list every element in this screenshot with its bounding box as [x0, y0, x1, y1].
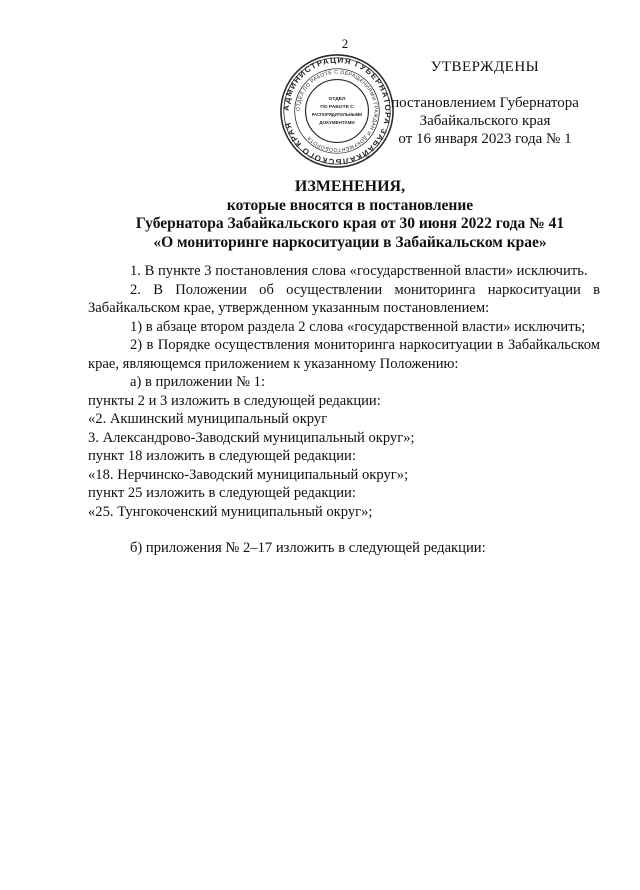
approval-line-2: Забайкальского края [419, 113, 551, 129]
page-number: 2 [341, 36, 349, 51]
document-title [60, 178, 640, 252]
paragraph-13: б) приложения № 2–17 изложить в следующей редакции: [130, 540, 486, 556]
paragraph-6: пункты 2 и 3 изложить в следующей редакции: [88, 392, 381, 409]
paragraph-5: а) в приложении № 1: [130, 374, 266, 390]
stamp-center-line-4: ДОКУМЕНТАМИ [319, 119, 355, 125]
stamp-outer-ring-text: АДМИНИСТРАЦИЯ ГУБЕРНАТОРА ЗАБАЙКАЛЬСКОГО КРАЯ [281, 55, 393, 167]
title-line-3: Губернатора Забайкальского края от 30 июня 2022 года № 41 [135, 215, 565, 232]
title-line-2: которые вносятся в постановление [226, 196, 474, 214]
official-seal-stamp [278, 52, 396, 170]
paragraph-3: 1) в абзаце втором раздела 2 слова «государственной власти» исключить; [130, 318, 586, 335]
approval-line-1: постановлением Губернатора [391, 95, 579, 111]
paragraph-10: «18. Нерчинско-Заводский муниципальный округ»; [88, 466, 409, 483]
paragraph-1: 1. В пункте 3 постановления слова «государственной власти» исключить. [130, 263, 588, 279]
paragraph-2: 2. В Положении об осуществлении мониторинга наркоситуации в Забайкальском крае, утвержденном указанным постановлением: [88, 281, 600, 316]
title-line-4: «О мониторинге наркоситуации в Забайкальском крае» [153, 233, 547, 251]
stamp-inner-ring-text: ОТДЕЛ ПО РАБОТЕ С ОБРАЩЕНИЯМИ ГРАЖДАН И ДОКУМЕНТООБОРОТА [295, 69, 379, 153]
title-line-1: ИЗМЕНЕНИЯ, [294, 178, 406, 195]
paragraph-12: «25. Тунгокоченский муниципальный округ»; [88, 503, 373, 520]
document-body [88, 262, 600, 558]
stamp-center-line-1: ОТДЕЛ [328, 97, 346, 103]
paragraph-spacer [88, 521, 600, 539]
approval-heading: УТВЕРЖДЕНЫ [430, 59, 540, 75]
paragraph-11: пункт 25 изложить в следующей редакции: [88, 485, 356, 501]
paragraph-7: «2. Акшинский муниципальный округ [88, 411, 328, 427]
stamp-center-line-2: ПО РАБОТЕ С [320, 105, 354, 111]
paragraph-8: 3. Александрово-Заводский муниципальный округ»; [88, 429, 415, 446]
paragraph-9: пункт 18 изложить в следующей редакции: [88, 448, 356, 464]
paragraph-4: 2) в Порядке осуществления мониторинга наркоситуации в Забайкальском крае, являющемся приложением к указанному Положению: [88, 337, 600, 372]
stamp-center-line-3: РАСПОРЯДИТЕЛЬНЫМИ [311, 111, 363, 117]
approval-line-3: от 16 января 2023 года № 1 [398, 131, 572, 147]
